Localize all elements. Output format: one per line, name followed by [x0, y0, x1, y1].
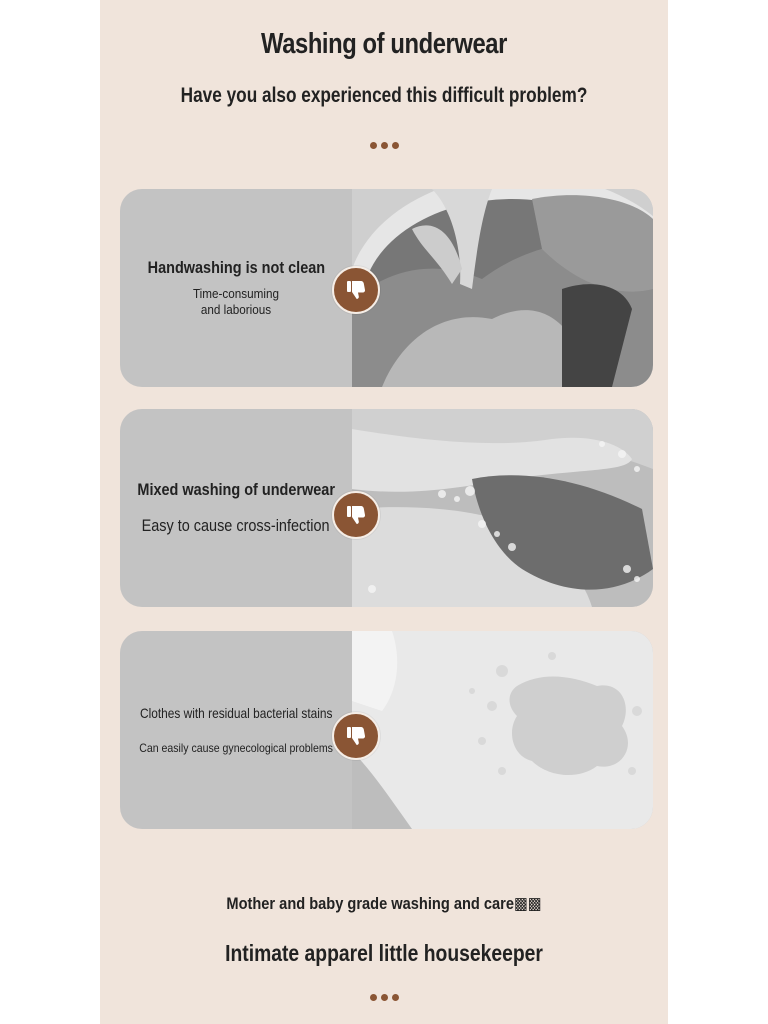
washing-machine-photo — [352, 189, 653, 387]
hands-washing-photo — [352, 409, 653, 607]
page-subtitle: Have you also experienced this difficult problem? — [180, 84, 588, 107]
problem-card-handwashing — [120, 189, 653, 387]
thumbs-down-icon — [332, 491, 380, 539]
problem-card-bacterial-stains — [120, 631, 653, 829]
promo-page — [100, 0, 668, 1024]
card-heading: Handwashing is not clean — [147, 258, 325, 277]
card-subtext: Time-consuming and laborious — [192, 286, 280, 317]
card-text — [120, 631, 352, 829]
card-text — [120, 189, 352, 387]
dots-divider-bottom — [100, 988, 668, 1006]
dots-divider-top — [100, 136, 668, 154]
tagline: Mother and baby grade washing and care▩▩ — [226, 894, 542, 913]
problem-card-mixed-washing — [120, 409, 653, 607]
product-slogan: Intimate apparel little housekeeper — [225, 940, 543, 966]
card-text — [120, 409, 352, 607]
card-heading: Mixed washing of underwear — [137, 480, 335, 499]
card-subtext: Can easily cause gynecological problems — [139, 741, 333, 755]
page-title: Washing of underwear — [261, 28, 507, 60]
thumbs-down-icon — [332, 712, 380, 760]
thumbs-down-icon — [332, 266, 380, 314]
card-heading: Clothes with residual bacterial stains — [139, 705, 333, 721]
card-subtext: Easy to cause cross-infection — [142, 516, 330, 535]
stained-shirt-photo — [352, 631, 653, 829]
